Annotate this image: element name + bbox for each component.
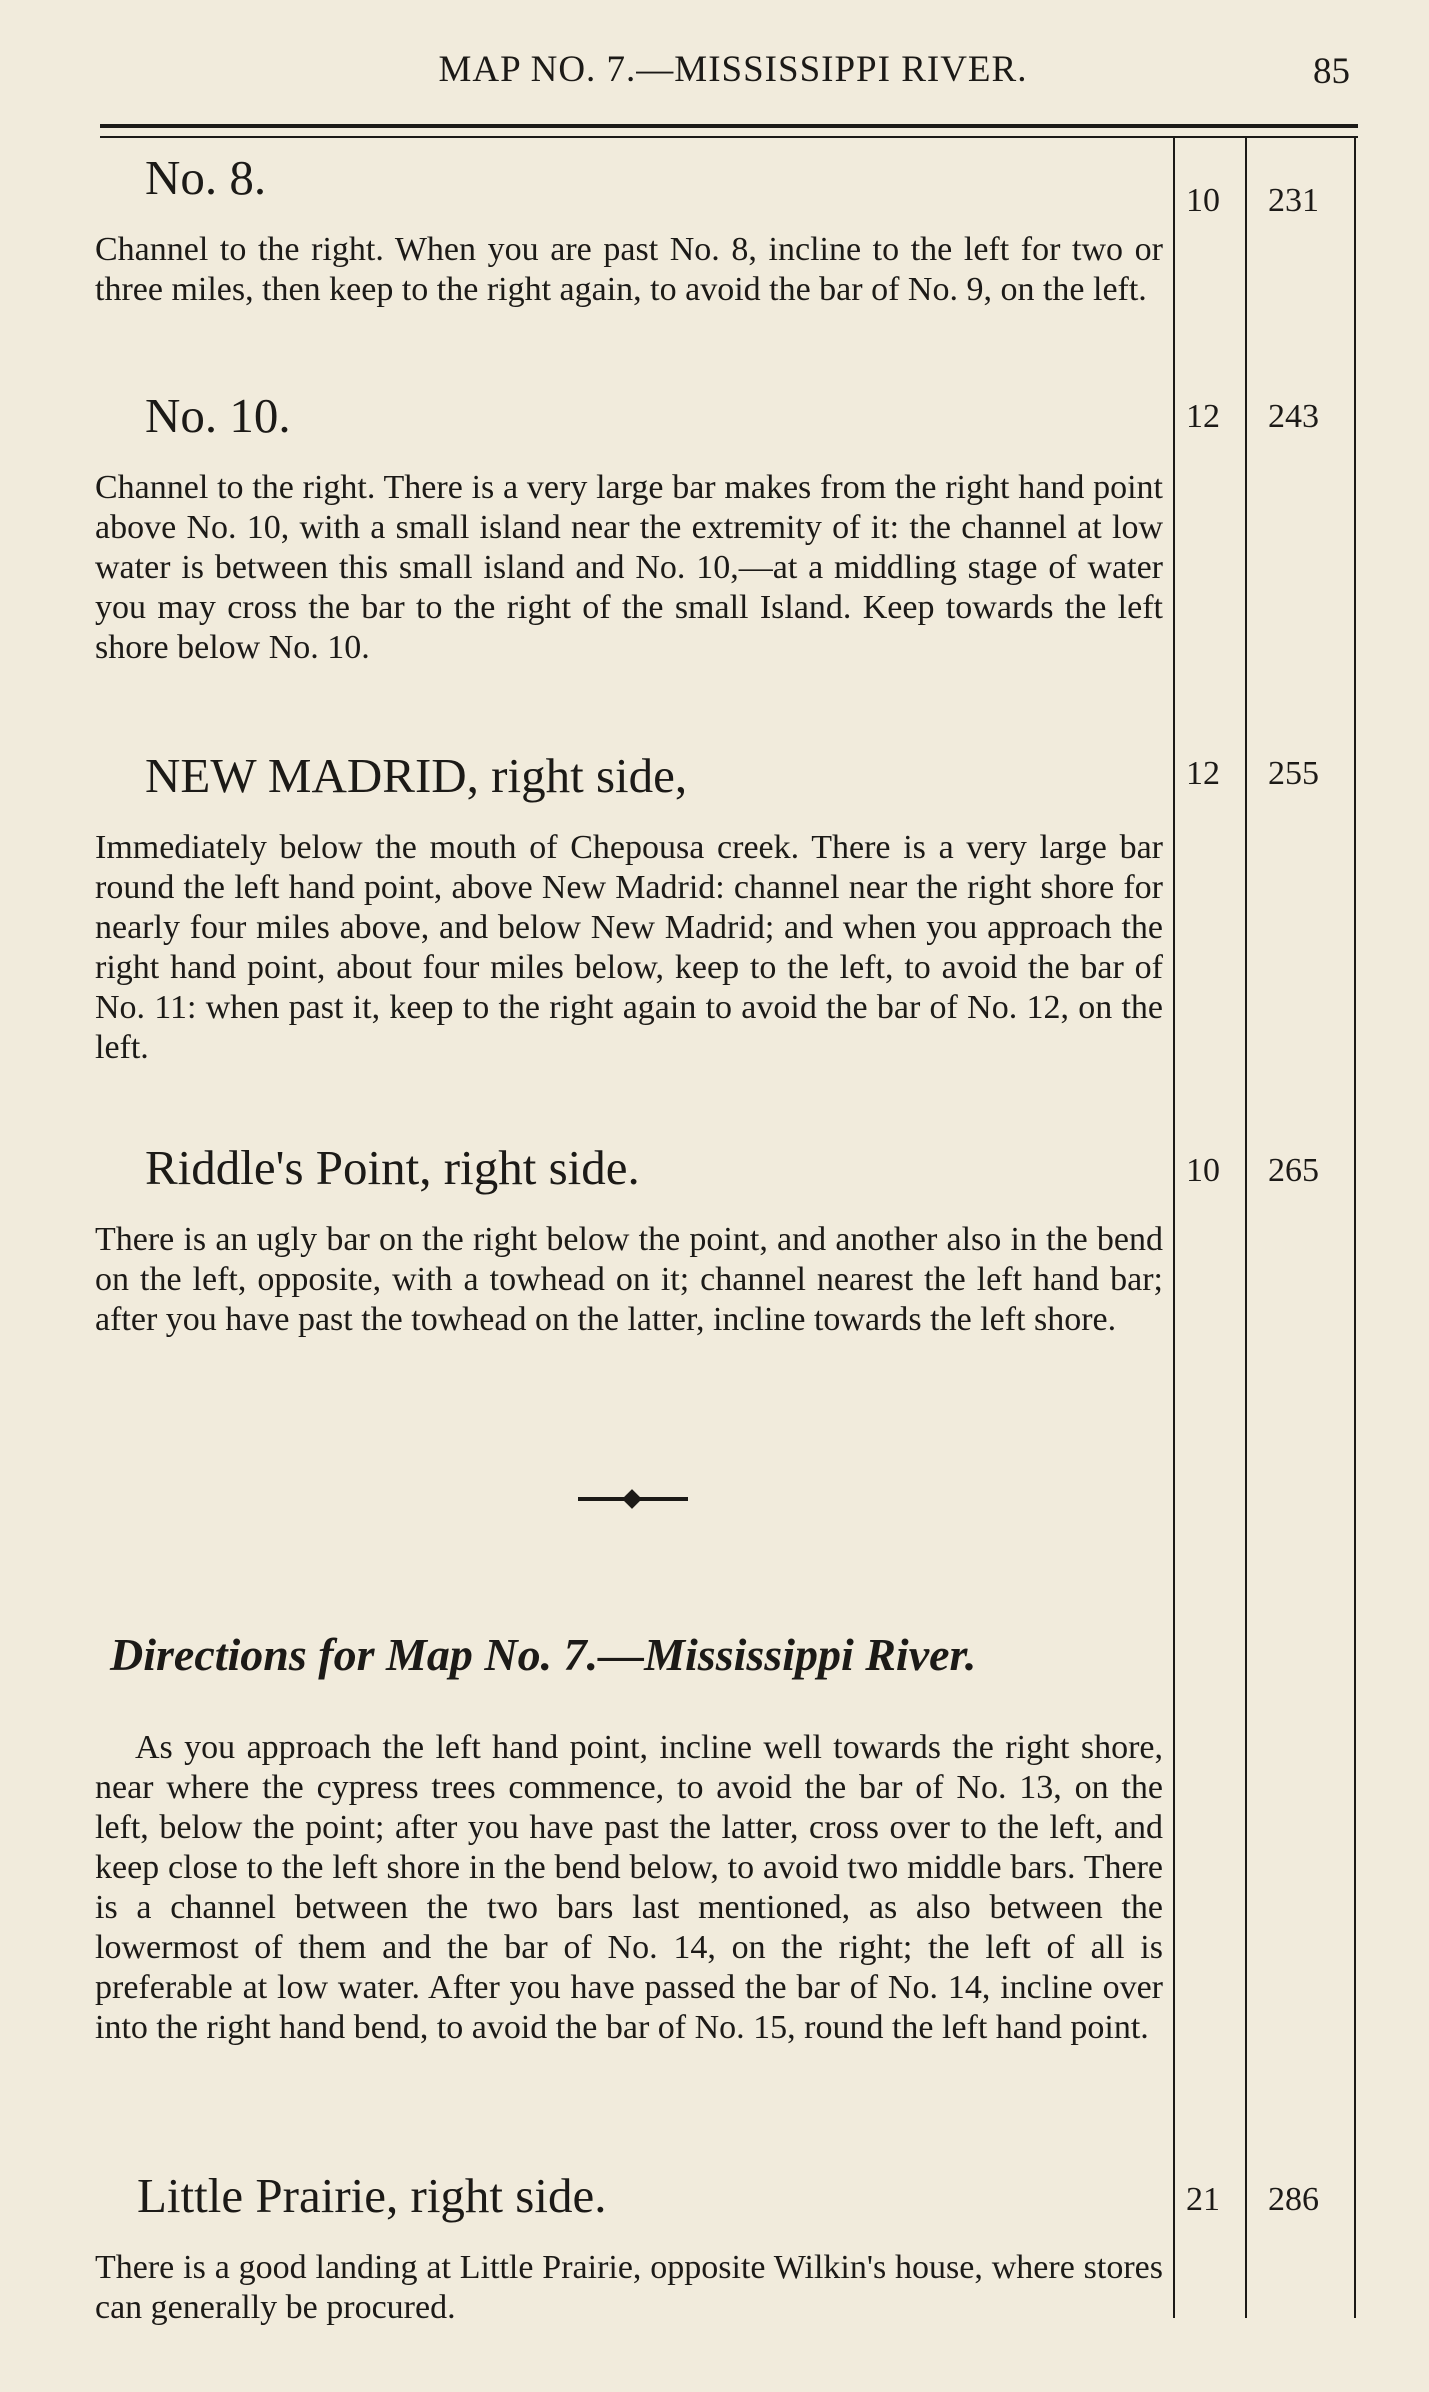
entry-text: Channel to the right. There is a very large bar makes from the right hand point above No. 10, with a small island near the extremity of it: the channel at low water is between this small island and No. 10,—at a middling stage of water you may cross the bar to the right of the small Island. Keep towards the left shore below No. 10. xyxy=(95,469,1163,666)
header-rule xyxy=(100,124,1358,128)
entry-text: There is an ugly bar on the right below the point, and another also in the bend on the left, opposite, with a towhead on it; channel nearest the left hand bar; after you have past the towhead on the latter, incline towards the left shore. xyxy=(95,1221,1163,1338)
column-divider xyxy=(1173,138,1175,2318)
total-value: 286 xyxy=(1268,2181,1319,2218)
entry-heading xyxy=(145,748,1163,804)
section-title: Directions for Map No. 7.—Mississippi River. xyxy=(110,1629,977,1680)
entry-little-prairie xyxy=(95,2168,1163,2328)
distance-value: 12 xyxy=(1186,398,1220,435)
entry-heading: No. 8. xyxy=(145,150,267,205)
distance-value: 12 xyxy=(1186,755,1220,792)
entry-riddles-point xyxy=(95,1140,1163,1340)
heading-caps: NEW MADRID, xyxy=(145,748,479,803)
section-body xyxy=(95,1728,1163,2048)
column-divider xyxy=(1245,138,1247,2318)
entry-text: There is a good landing at Little Prairie, opposite Wilkin's house, where stores can generally be procured. xyxy=(95,2249,1163,2326)
total-value: 231 xyxy=(1268,182,1319,219)
entry-heading: Little Prairie, right side. xyxy=(137,2168,607,2223)
heading-rest: right side, xyxy=(478,748,688,803)
total-value: 255 xyxy=(1268,755,1319,792)
entry-heading: No. 10. xyxy=(145,388,291,443)
total-value: 243 xyxy=(1268,398,1319,435)
entry-text: Immediately below the mouth of Chepousa creek. There is a very large bar round the left hand point, above New Madrid: channel near the right shore for nearly four miles above, and below New Madrid; and when you approach the right hand point, about four miles below, keep to the left, to avoid the bar of No. 11: when past it, keep to the right again to avoid the bar of No. 12, on the left. xyxy=(95,829,1163,1066)
distance-value: 10 xyxy=(1186,182,1220,219)
distance-value: 10 xyxy=(1186,1152,1220,1189)
distance-value: 21 xyxy=(1186,2181,1220,2218)
header-rule-thin xyxy=(100,136,1358,138)
entry-no-10 xyxy=(95,388,1163,668)
total-value: 265 xyxy=(1268,1152,1319,1189)
entry-no-8 xyxy=(95,150,1163,310)
page-header: MAP NO. 7.—MISSISSIPPI RIVER. xyxy=(438,49,1028,90)
page-number: 85 xyxy=(1313,51,1350,92)
section-ornament xyxy=(578,1497,688,1501)
entry-heading: Riddle's Point, right side. xyxy=(145,1140,640,1195)
entry-new-madrid xyxy=(95,748,1163,1068)
column-divider xyxy=(1354,138,1356,2318)
section-text: As you approach the left hand point, incline well towards the right shore, near where the cypress trees commence, to avoid the bar of No. 13, on the left, below the point; after you have past the latter, cross over to the left, and keep close to the left shore in the bend below, to avoid two middle bars. There is a channel between the two bars last mentioned, as also between the lowermost of them and the bar of No. 14, on the right; the left of all is preferable at low water. After you have passed the bar of No. 14, incline over into the right hand bend, to avoid the bar of No. 15, round the left hand point. xyxy=(95,1729,1163,2046)
entry-text: Channel to the right. When you are past No. 8, incline to the left for two or three miles, then keep to the right again, to avoid the bar of No. 9, on the left. xyxy=(95,231,1163,308)
